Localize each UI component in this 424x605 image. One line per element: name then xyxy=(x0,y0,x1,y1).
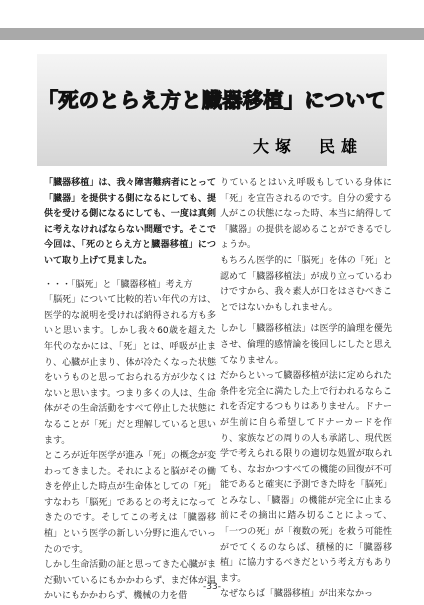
body-paragraph: もちろん医学的に「脳死」を体の「死」と認めて「臓器移植法」が成り立っているわけですから、我々素人が口をはさむべきことではないかもしれません。 xyxy=(220,255,392,313)
body-paragraph: 「脳死」について比較的若い年代の方は、医学的な説明を受ければ納得される方も多いと思います。しかし我々60歳を超えた年代のなかには、「死」とは、呼吸が止まり、心臓が止まり、体が冷たくなった状態をいうものと思っておられる方が少なくはないと思います。つまり多くの人は、生命体がその生命活動をすべて停止した状態になることが「死」だと理解していると思います。 xyxy=(44,295,216,446)
body-paragraph: しかし「臓器移植法」は医学的論理を優先させ、倫理的感情論を後回しにしたと思えてなりません。 xyxy=(220,324,392,366)
top-gray-band xyxy=(0,28,424,40)
body-paragraph: だからといって臓器移植が法に定められた条件を完全に満たした上で行われるならこれを否定するつもりはありません。ドナーが生前に自ら希望してドナーカードを作り、家族などの周りの人も承諾し、現代医学で考えられる限りの適切な処置が取られても、なおかつすべての機能の回復が不可能であると確実に予測できた時を「脳死」とみなし、「臓器」の機能が完全に止まる前にその摘出に踏み切ることによって、「一つの死」が「複数の死」を救う可能性がでてくるのならば、積極的に「臓器移植」に協力するべきだという考え方もあります。 xyxy=(220,371,392,584)
body-paragraph: しかし生命活動の証と思ってきた心臓がまだ動いているにもかかわらず、まだ体が温かいにもかかわらず、機械の力を借 xyxy=(44,560,216,602)
title-panel xyxy=(37,54,387,166)
body-paragraph: なぜならば「臓器移植」が出来なかっ xyxy=(220,589,374,600)
section-heading: ・・・「脳死」と「臓器移植」考え方 xyxy=(44,279,193,290)
right-column xyxy=(220,176,392,600)
body-paragraph: りているとはいえ呼吸もしている身体に「死」を宣告されるのです。自分の愛する人がこの状態になった時、本当に納得して「臓器」の提供を認めることができるでしょうか。 xyxy=(220,178,392,251)
intro-paragraph: 「臓器移植」は、我々障害難病者にとって「臓器」を提供する側になるにしても、提供を受ける側になるにしても、一度は真剣に考えなければならない問題です。そこで今回は、「死のとらえ方と臓器移植」について取り上げて見ました。 xyxy=(44,178,216,266)
page-number: -33- xyxy=(203,582,221,592)
body-paragraph: ところが近年医学が進み「死」の概念が変わってきました。それによると脳がその働きを停止した時点が生命体としての「死」すなわち「脳死」であるとの考えになってきたのです。そしてこの考えは「臓器移植」という医学の新しい分野に進んでいったのです。 xyxy=(44,451,216,555)
author-name: 大塚 民雄 xyxy=(252,137,363,156)
article-title: 「死のとらえ方と臓器移植」について xyxy=(37,88,387,112)
